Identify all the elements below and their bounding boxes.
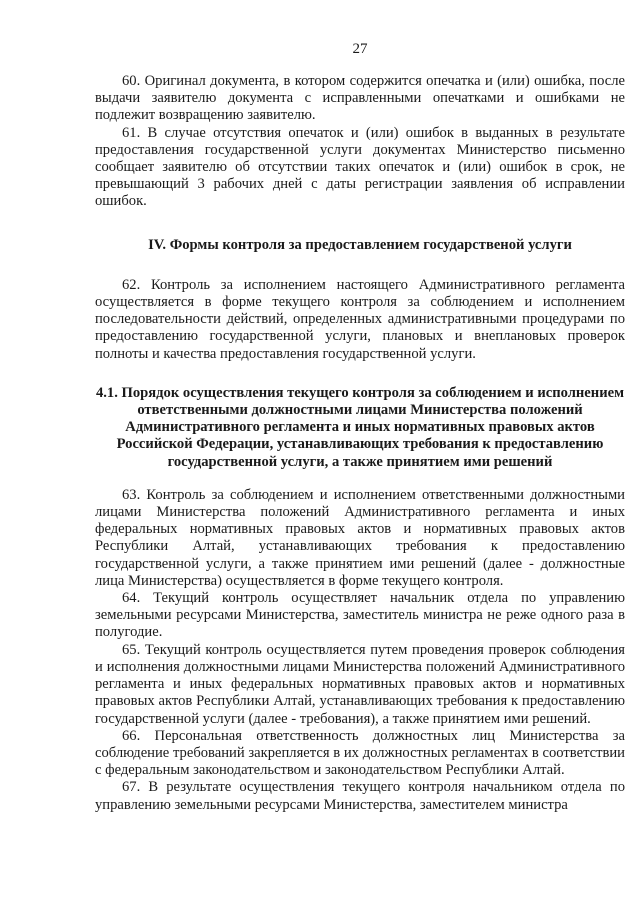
spacer xyxy=(95,471,625,487)
paragraph-66: 66. Персональная ответственность должностных лиц Министерства за соблюдение требований закрепляется в их должностных регламентах в соответствии с федеральным законодательством и законодательством Республики Алтай. xyxy=(95,727,625,779)
paragraph-60: 60. Оригинал документа, в котором содержится опечатка и (или) ошибка, после выдачи заявителю документа с исправленными опечатками и ошибками не подлежит возвращению заявителю. xyxy=(95,73,625,124)
spacer xyxy=(95,363,625,385)
document-body xyxy=(95,73,625,814)
section-iv-heading: IV. Формы контроля за предоставлением государственой услуги xyxy=(148,236,572,253)
paragraph-64: 64. Текущий контроль осуществляет начальник отдела по управлению земельными ресурсами Министерства, заместитель министра не реже одного раза в полугодие. xyxy=(95,590,625,641)
paragraph-65: 65. Текущий контроль осуществляется путем проведения проверок соблюдения и исполнения должностными лицами Министерства положений Административного регламента и иных федеральных нормативных правовых актов и нормативных правовых актов Республики Алтай, устанавливающих требования к предоставлению государственной услуги (далее - требования), а также принятием ими решений. xyxy=(95,641,625,727)
paragraph-63: 63. Контроль за соблюдением и исполнением ответственными должностными лицами Министерства положений Административного регламента и иных федеральных нормативных правовых актов и нормативных правовых актов Республики Алтай, устанавливающих требования к предоставлению государственной услуги, а также принятием ими решений (далее - должностные лица Министерства) осуществляется в форме текущего контроля. xyxy=(95,486,625,589)
spacer xyxy=(95,211,625,237)
paragraph-67: 67. В результате осуществления текущего контроля начальником отдела по управлению земельными ресурсами Министерства, заместителем министра xyxy=(95,779,625,813)
page-number: 27 xyxy=(352,41,368,57)
paragraph-62: 62. Контроль за исполнением настоящего Административного регламента осуществляется в форме текущего контроля за соблюдением и исполнением последовательности действий, определенных административными процедурами по предоставлению государственной услуги, плановых и внеплановых проверок полноты и качества предоставления государственной услуги. xyxy=(95,276,625,362)
spacer xyxy=(95,254,625,277)
paragraph-61: 61. В случае отсутствия опечаток и (или) ошибок в выданных в результате предоставления государственной услуги документах Министерство письменно сообщает заявителю об отсутствии таких опечаток и (или) ошибок в срок, не превышающий 3 рабочих дней с даты регистрации заявления об исправлении ошибок. xyxy=(95,124,625,210)
subsection-4-1-heading: 4.1. Порядок осуществления текущего контроля за соблюдением и исполнением ответственными должностными лицами Министерства положений Административного регламента и иных нормативных правовых актов Российской Федерации, устанавливающих требования к предоставлению государственной услуги, а также принятием ими решений xyxy=(95,384,625,470)
